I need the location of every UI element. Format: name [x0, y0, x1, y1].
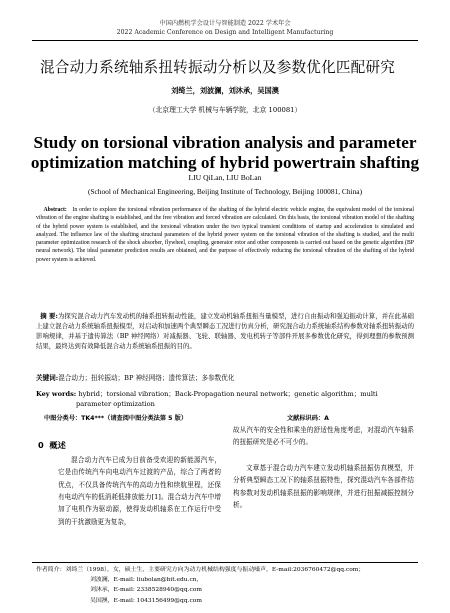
footnote-author-1: 作者简介：刘绮兰（1998），女，硕士生，主要研究方向为动力机械结构强度与振动噪声，E-mail:2036760472@qq.com； [36, 567, 365, 573]
keywords-cn-label: 关键词: [36, 374, 59, 382]
footnote-rule [32, 562, 418, 563]
conference-header-en: 2022 Academic Conference on Design and Intelligent Manufacturing [116, 29, 334, 36]
en-authors: LIU QiLan, LIU BoLan [188, 173, 262, 182]
cn-affiliation: （北京理工大学 机械与车辆学院，北京 100081） [148, 106, 302, 114]
document-code: 文献标识码：A [287, 415, 329, 422]
footnote [36, 565, 414, 606]
abstract-en-text: In order to explore the torsional vibration performance of the shafting of the hybrid electric vehicle engine, the equivalent model of the torsional vibration of the engine shafting is established, and the free vibration and forced vibration are calculated. On this basis, the torsional vibration model of the shafting of the hybrid power system is established, and the torsional vibration under the two typical transient conditions of startup and acceleration is simulated and analyzed. The influence law of the shafting structural parameters of the hybrid power system on the torsional vibration of the shafting is studied, and the multi parameter optimization research of the shock absorber, flywheel, coupling, generator rotor and other components is carried out based on the genetic algorithm (BP neural network). The ideal parameter prediction results are obtained, and the purpose of effectively reducing the torsional vibration of the shafting of the hybrid power system is achieved. [36, 207, 414, 263]
en-title-line1: Study on torsional vibration analysis and parameter [33, 133, 417, 152]
clc-number: 中图分类号：TK4***（请查阅中图分类法第 5 版） [44, 415, 188, 422]
keywords-en-text: hybrid；torsional vibration；Back-Propagation neural network；genetic algorithm；multi parameter optimization [76, 390, 378, 408]
body-right-paragraph-1: 故从汽车的安全性和乘坐的舒适性角度考虑，对混动汽车轴系的扭振研究是必不可少的。 [233, 426, 414, 447]
abstract-cn-text: 为探究混合动力汽车发动机的轴系扭转振动性能，建立发动机轴系扭振当量模型，进行自由振动和强迫振动计算，并在此基础上建立混合动力系统轴系扭振模型，对启动和加速两个典型瞬态工况进行仿真分析，研究混合动力系统轴系结构参数对轴系扭转振动的影响规律，并基于遗传算法（BP 神经网络）对减振器、飞轮、联轴器、发电机转子等部件开展多参数优化研究，得到理想的参数预测结果，最终达到有效降低混合动力系统轴系扭振的目的。 [36, 312, 414, 351]
section-heading [38, 440, 66, 451]
abstract-en-label: Abstract: [43, 207, 67, 213]
footnote-author-3: 刘沐承，E-mail: 2338528940@qq.com [90, 587, 202, 594]
abstract-en [36, 206, 414, 264]
keywords-en-label: Key words: [36, 390, 77, 398]
section-number: 0 [38, 440, 44, 450]
body-right-paragraph-2: 文章基于混合动力汽车建立发动机轴系扭振仿真模型，并分析典型瞬态工况下的轴系扭振特性，探究混动汽车各部件结构参数对发动机轴系扭振的影响规律，并进行扭振减振控制分析。 [233, 464, 414, 510]
footnote-author-4: 吴国澳，E-mail: 1043156499@qq.com [90, 597, 202, 604]
abstract-cn [36, 311, 414, 351]
header-rule [32, 40, 418, 41]
cn-authors: 刘绮兰，刘波澜，刘沐承，吴国澳 [171, 86, 279, 95]
footnote-author-2: 刘波澜，E-mail: liubolan@bit.edu.cn， [90, 577, 203, 584]
keywords-en [36, 389, 414, 409]
en-title-line2: optimization matching of hybrid powertrain shafting [30, 153, 420, 172]
keywords-cn-text: 混合动力；扭转振动；BP 神经网络；遗传算法；多参数优化 [58, 374, 235, 382]
conference-header-cn: 中国内燃机学会设计与智能制造 2022 学术年会 [159, 20, 291, 27]
abstract-cn-label: 摘 要: [40, 312, 58, 320]
section-title: 概述 [49, 440, 66, 450]
keywords-cn [36, 373, 414, 383]
body-left-column: 混合动力汽车已成为目前备受欢迎的新能源汽车，它是由传统汽车向电动汽车过渡的产品，综合了两者的优点，不仅具备传统汽车的高动力性和续航里程，还保有电动汽车的低消耗低排放能力[1]。混合动力汽车中增加了电机作为驱动源，使得发动机轴系在工作运行中受到的干扰激励更为复杂， [58, 456, 221, 526]
cn-title: 混合动力系统轴系扭转振动分析以及参数优化匹配研究 [40, 59, 396, 76]
en-affiliation: (School of Mechanical Engineering, Beijing Institute of Technology, Beijing 100081, China) [87, 187, 363, 196]
